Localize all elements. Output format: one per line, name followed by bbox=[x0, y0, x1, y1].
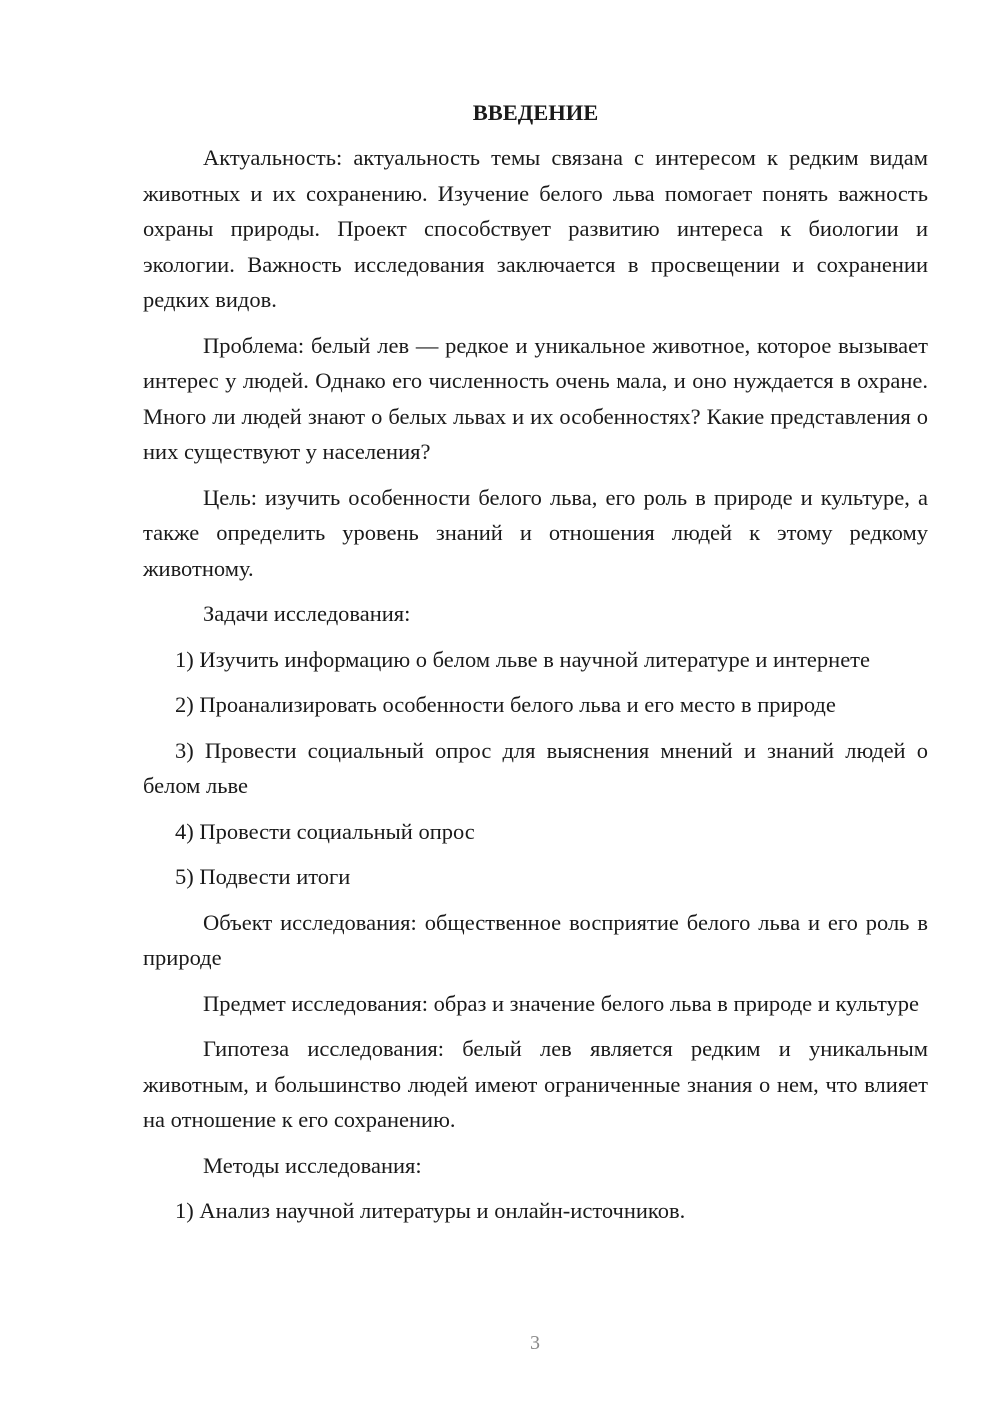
page-content bbox=[143, 95, 928, 1239]
paragraph-hypothesis: Гипотеза исследования: белый лев является редким и уникальным животным, и большинство людей имеют ограниченные знания о нем, что влияет на отношение к его сохранению. bbox=[143, 1036, 928, 1132]
paragraph-relevance: Актуальность: актуальность темы связана с интересом к редким видам животных и их сохранению. Изучение белого льва помогает понять важность охраны природы. Проект способствует развитию интереса к биологии и экологии. Важность исследования заключается в просвещении и сохранении редких видов. bbox=[143, 145, 928, 312]
tasks-heading: Задачи исследования: bbox=[203, 601, 411, 626]
task-item-4: 4) Провести социальный опрос bbox=[175, 818, 475, 844]
task-item-1: 1) Изучить информацию о белом льве в научной литературе и интернете bbox=[175, 646, 870, 672]
task-item-3: 3) Провести социальный опрос для выяснения мнений и знаний людей о белом льве bbox=[143, 737, 928, 798]
task-item-2: 2) Проанализировать особенности белого льва и его место в природе bbox=[175, 692, 836, 717]
task-item-5: 5) Подвести итоги bbox=[175, 864, 351, 889]
paragraph-problem: Проблема: белый лев — редкое и уникальное животное, которое вызывает интерес у людей. Однако его численность очень мала, и оно нуждается в охране. Много ли людей знают о белых львах и их особенностях? Какие представления о них существуют у населения? bbox=[143, 332, 928, 464]
methods-heading: Методы исследования: bbox=[203, 1152, 422, 1178]
method-item-1: 1) Анализ научной литературы и онлайн-источников. bbox=[175, 1198, 686, 1223]
page-number: 3 bbox=[530, 1332, 540, 1354]
paragraph-object: Объект исследования: общественное восприятие белого льва и его роль в природе bbox=[143, 909, 928, 970]
paragraph-goal: Цель: изучить особенности белого льва, его роль в природе и культуре, а также определить уровень знаний и отношения людей к этому редкому животному. bbox=[143, 484, 928, 581]
paragraph-subject: Предмет исследования: образ и значение белого льва в природе и культуре bbox=[203, 990, 919, 1016]
section-title: ВВЕДЕНИЕ bbox=[472, 100, 599, 125]
